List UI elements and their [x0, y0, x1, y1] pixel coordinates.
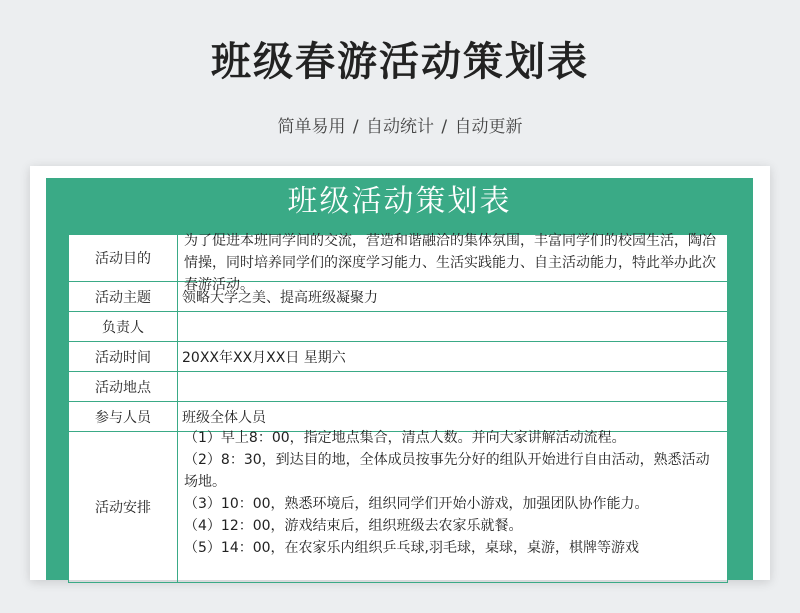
- value-purpose: [178, 233, 728, 293]
- document-preview: [30, 166, 770, 580]
- sheet-title: 班级活动策划表: [287, 184, 512, 219]
- schedule-item: （3）10：00，熟悉环境后，组织同学们开始小游戏，加强团队协作能力。: [184, 496, 649, 512]
- schedule-clip: [182, 427, 723, 577]
- schedule-item: （5）14：00，在农家乐内组织乒乓球,羽毛球，桌球，桌游，棋牌等游戏: [184, 540, 639, 556]
- table-row-theme: [69, 282, 728, 312]
- value-participants: 班级全体人员: [178, 402, 728, 432]
- page-subtitle: 简单易用 / 自动统计 / 自动更新: [277, 117, 523, 137]
- label-owner: 负责人: [69, 312, 178, 342]
- label-location: 活动地点: [69, 372, 178, 402]
- table-row-time: [69, 342, 728, 372]
- plan-table: [68, 234, 728, 583]
- value-location: [178, 372, 728, 402]
- value-owner: [178, 312, 728, 342]
- schedule-list: [182, 427, 723, 559]
- value-time: 20XX年XX月XX日 星期六: [178, 342, 728, 372]
- label-participants: 参与人员: [69, 402, 178, 432]
- table-row-location: [69, 372, 728, 402]
- spreadsheet: [46, 178, 753, 580]
- page-title: 班级春游活动策划表: [211, 39, 589, 85]
- purpose-text: 为了促进本班同学间的交流，营造和谐融洽的集体氛围，丰富同学们的校园生活，陶冶情操，同时培养同学们的深度学习能力、生活实践能力、自主活动能力，特此举办此次春游活动。: [184, 233, 716, 293]
- label-theme: 活动主题: [69, 282, 178, 312]
- label-schedule: 活动安排: [69, 432, 178, 583]
- plan-table-wrapper: [68, 234, 728, 580]
- label-purpose: 活动目的: [69, 235, 178, 282]
- value-theme: 领略大学之美、提高班级凝聚力: [178, 282, 728, 312]
- table-row-schedule: [69, 432, 728, 583]
- schedule-item: （1）早上8：00，指定地点集合，清点人数。并向大家讲解活动流程。: [184, 430, 626, 446]
- schedule-item: （2）8：30，到达目的地，全体成员按事先分好的组队开始进行自由活动，熟悉活动场地。: [184, 452, 710, 490]
- value-schedule: [178, 432, 728, 583]
- table-row-purpose: [69, 235, 728, 282]
- table-row-owner: [69, 312, 728, 342]
- schedule-item: （4）12：00，游戏结束后，组织班级去农家乐就餐。: [184, 518, 523, 534]
- label-time: 活动时间: [69, 342, 178, 372]
